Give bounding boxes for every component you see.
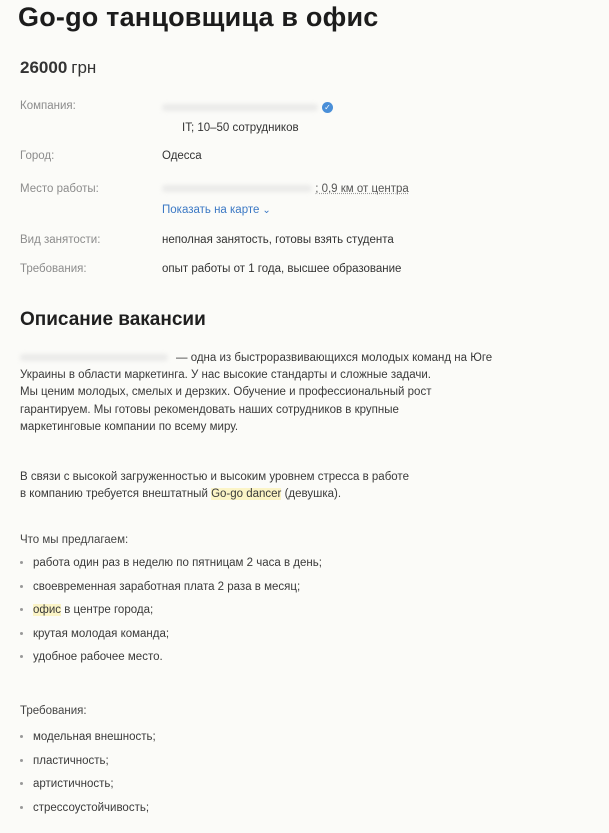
salary-amount: 26000 xyxy=(20,58,68,77)
verified-check-icon: ✓ xyxy=(322,102,333,113)
paragraph-line: — одна из быстроразвивающихся молодых команд на Юге xyxy=(20,350,592,367)
offer-list xyxy=(20,552,322,670)
bullet-icon xyxy=(20,735,23,738)
show-on-map-label: Показать на карте xyxy=(162,204,260,216)
employment-label: Вид занятости: xyxy=(20,234,101,246)
city-label: Город: xyxy=(20,150,55,162)
highlighted-term: офис xyxy=(33,604,62,616)
distance-from-center: ; 0,9 км от центра xyxy=(315,183,409,195)
company-name-redacted xyxy=(162,104,318,111)
bullet-icon xyxy=(20,561,23,564)
requirements-label: Требования: xyxy=(20,263,87,275)
description-paragraph-1 xyxy=(20,350,592,436)
workplace-row xyxy=(20,183,590,199)
list-item: крутая молодая команда; xyxy=(20,623,322,647)
city-value: Одесса xyxy=(162,150,202,162)
paragraph-line: маркетинговые компании по всему миру. xyxy=(20,420,239,433)
bullet-icon xyxy=(20,782,23,785)
bullet-icon xyxy=(20,608,23,611)
description-title: Описание вакансии xyxy=(20,309,206,330)
paragraph-line: Украины в области маркетинга. У нас высокие стандарты и сложные задачи. xyxy=(20,369,432,382)
paragraph-line: в компанию требуется внештатный Go-go dancer (девушка). xyxy=(20,488,342,501)
list-item: пластичность; xyxy=(20,750,156,774)
salary-currency: грн xyxy=(71,58,97,77)
offer-heading: Что мы предлагаем: xyxy=(20,534,129,546)
list-item: удобное рабочее место. xyxy=(20,646,322,670)
requirements-list xyxy=(20,726,156,820)
requirements-value: опыт работы от 1 года, высшее образование xyxy=(162,263,402,275)
employment-value: неполная занятость, готовы взять студента xyxy=(162,234,394,246)
bullet-icon xyxy=(20,655,23,658)
list-item: стрессоустойчивость; xyxy=(20,797,156,821)
title-highlight xyxy=(18,2,378,33)
paragraph-line: гарантируем. Мы готовы рекомендовать наших сотрудников в крупные xyxy=(20,403,399,416)
company-name-redacted xyxy=(20,354,168,361)
address-redacted xyxy=(162,185,312,192)
company-meta: IT; 10–50 сотрудников xyxy=(182,122,299,134)
list-item: офис в центре города; xyxy=(20,599,322,623)
bullet-icon xyxy=(20,585,23,588)
list-item: своевременная заработная плата 2 раза в месяц; xyxy=(20,576,322,600)
bullet-icon xyxy=(20,759,23,762)
bullet-icon xyxy=(20,806,23,809)
company-label: Компания: xyxy=(20,100,76,112)
city-row xyxy=(20,150,590,166)
highlighted-term: Go-go dancer xyxy=(211,488,282,501)
show-on-map-link[interactable] xyxy=(162,204,271,216)
job-title: Go-go танцовщица в офис xyxy=(18,2,379,32)
employment-row xyxy=(20,234,590,250)
bullet-icon xyxy=(20,632,23,635)
requirements-heading: Требования: xyxy=(20,705,87,717)
list-item: работа один раз в неделю по пятницам 2 часа в день; xyxy=(20,552,322,576)
workplace-label: Место работы: xyxy=(20,183,99,195)
company-row xyxy=(20,100,590,132)
workplace-address xyxy=(162,183,409,195)
paragraph-line: В связи с высокой загруженностью и высоким уровнем стресса в работе xyxy=(20,471,409,483)
list-item: модельная внешность; xyxy=(20,726,156,750)
chevron-down-icon: ⌄ xyxy=(262,205,271,216)
requirements-row xyxy=(20,263,590,279)
list-item: артистичность; xyxy=(20,773,156,797)
description-paragraph-2 xyxy=(20,469,592,503)
company-name[interactable] xyxy=(162,102,333,114)
paragraph-line: Мы ценим молодых, смелых и дерзких. Обучение и профессиональный рост xyxy=(20,386,432,399)
salary xyxy=(20,58,96,78)
